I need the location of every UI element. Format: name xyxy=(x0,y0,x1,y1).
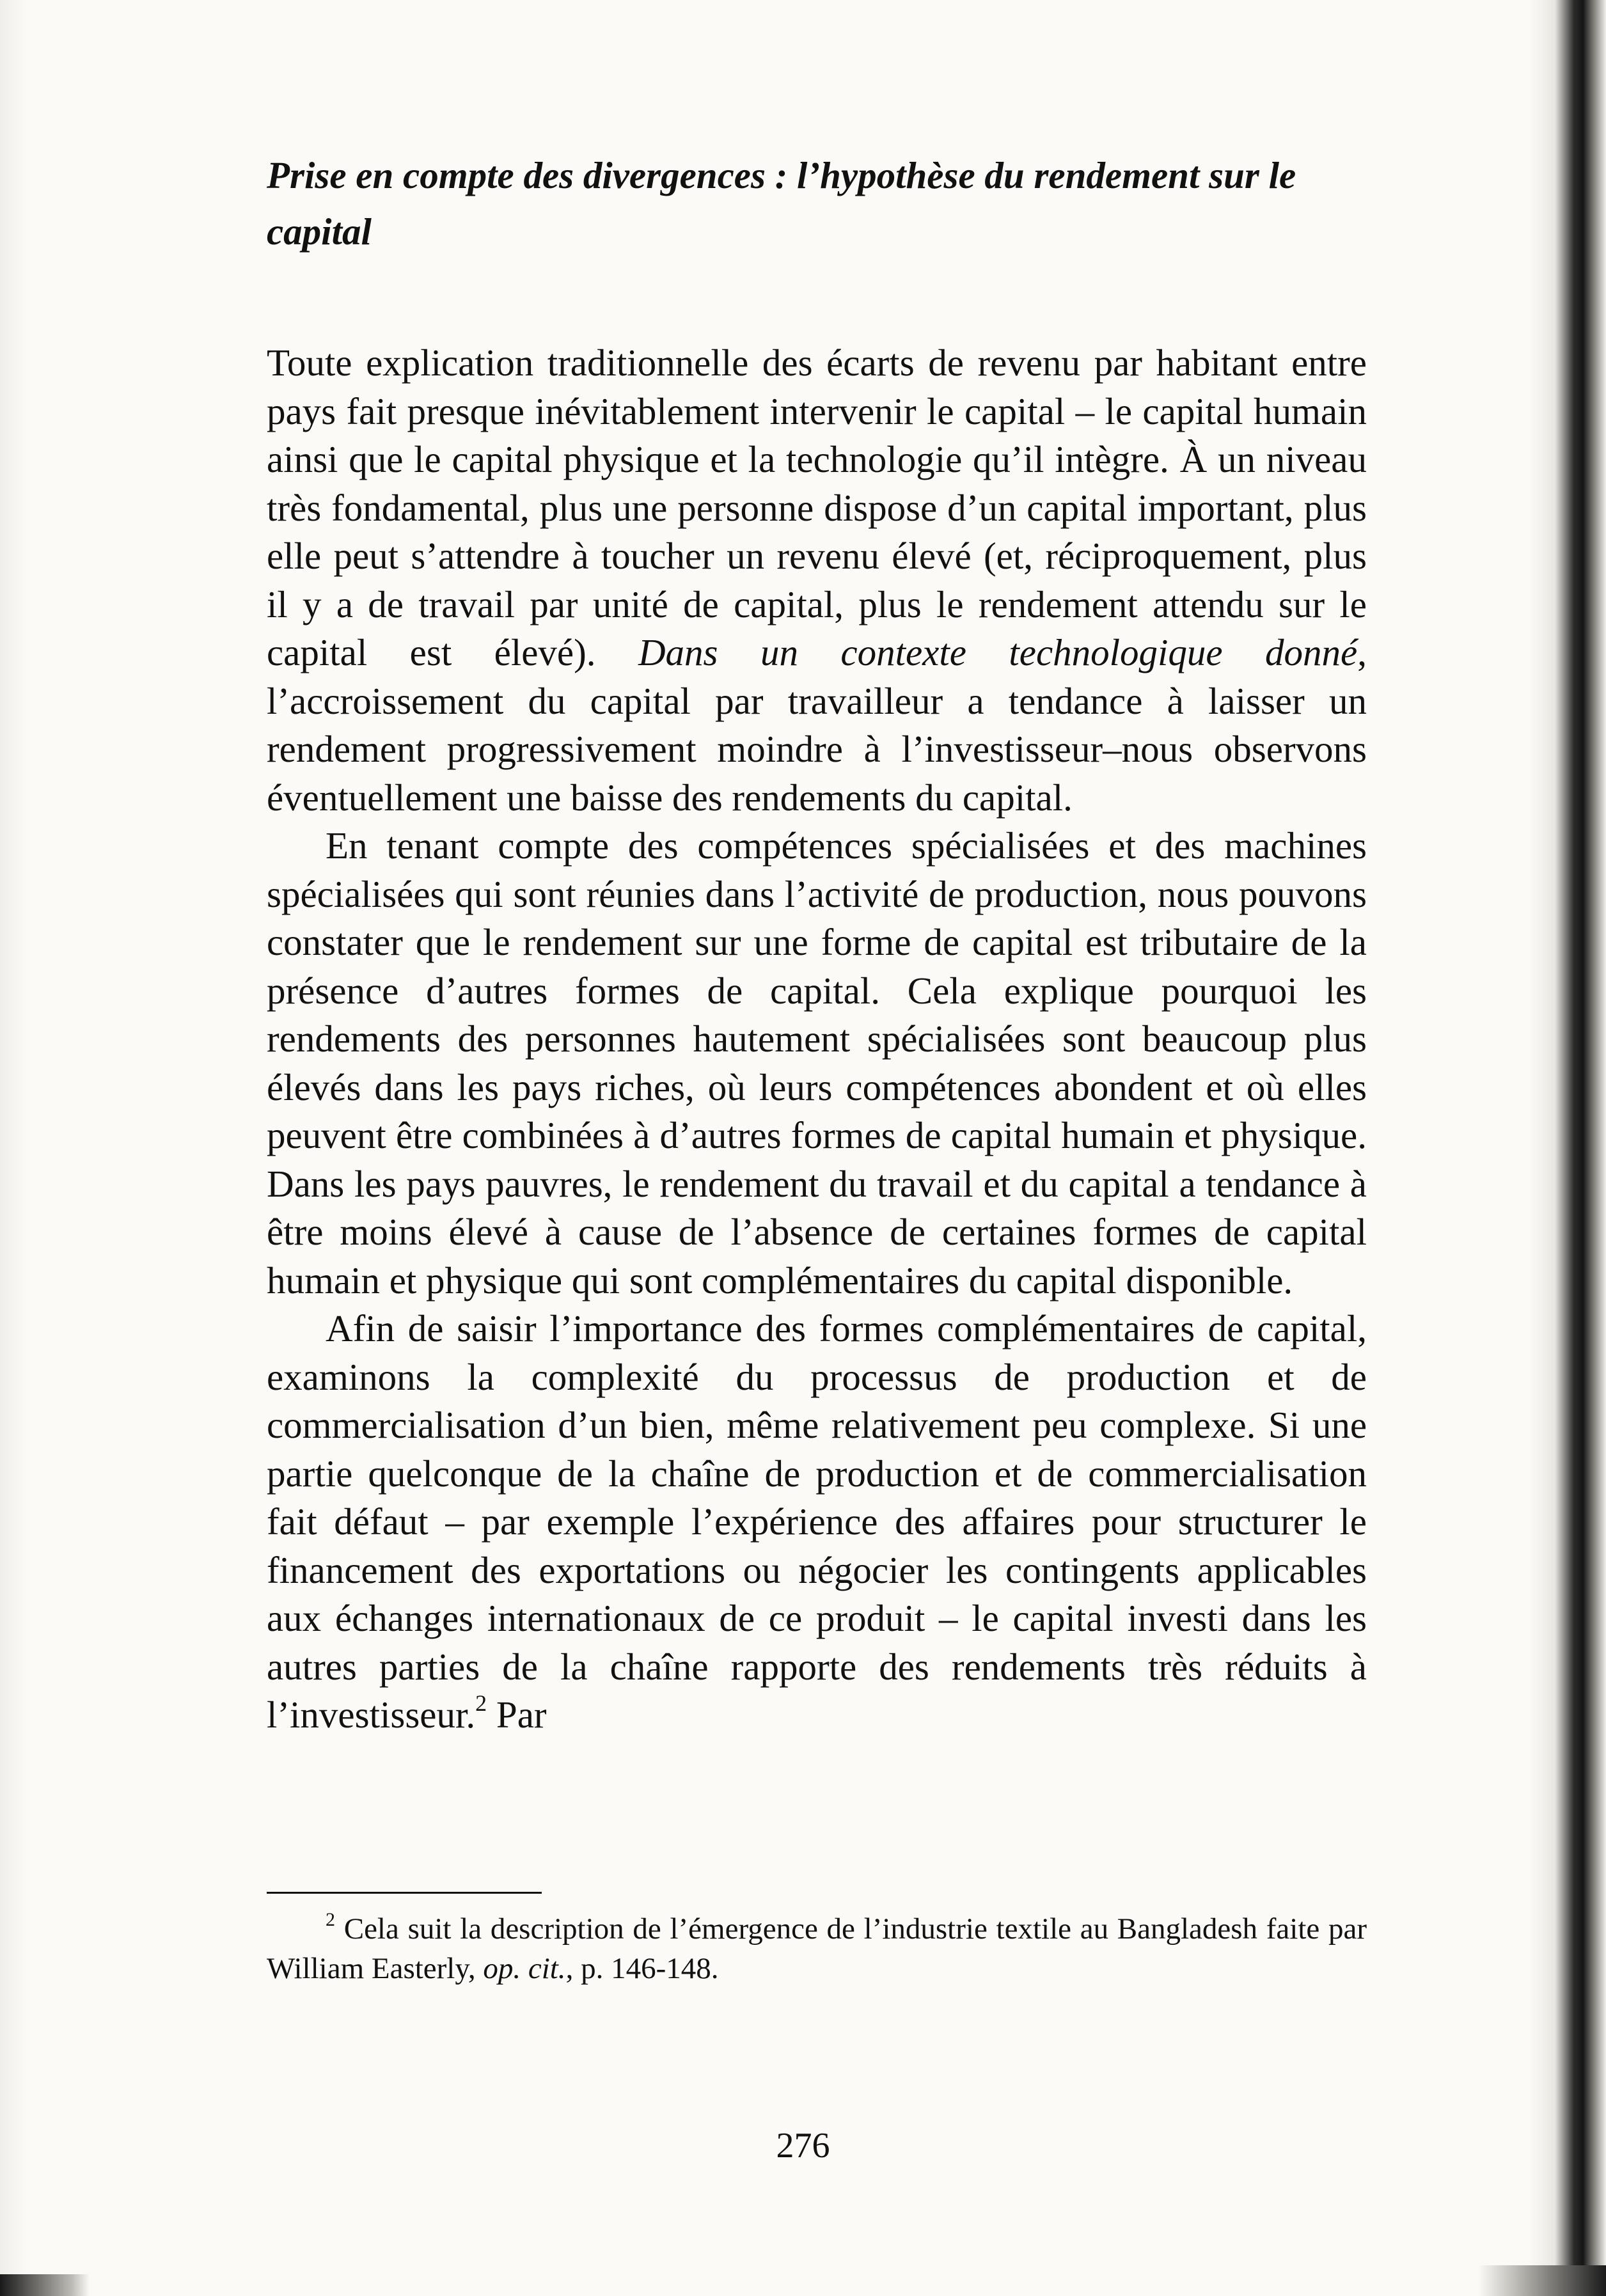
book-spine-edge xyxy=(1529,0,1606,2296)
footnote-marker: 2 xyxy=(326,1909,335,1930)
paragraph-2 xyxy=(267,822,1367,1305)
paragraph-3-text-span: Par xyxy=(487,1694,547,1736)
footnote-italic-span: op. cit. xyxy=(483,1952,566,1985)
paragraph-2-text-span: En tenant compte des compétences spécialisées et des machines spécialisées qui sont réunies dans l’activité de production, nous pouvons constater que le rendement sur une forme de capital est tributaire de la présence d’autres formes de capital. Cela explique pourquoi les rendements des personnes hautement spécialisées sont beaucoup plus élevés dans les pays riches, où leurs compétences abondent et où elles peuvent être combinées à d’autres formes de capital humain et physique. Dans les pays pauvres, le rendement du travail et du capital a tendance à être moins élevé à cause de l’absence de certaines formes de capital humain et physique qui sont complémentaires du capital disponible. xyxy=(267,824,1367,1301)
footnote-text-span: , p. 146-148. xyxy=(565,1952,719,1985)
section-heading: Prise en compte des divergences : l’hypothèse du rendement sur le capital xyxy=(267,154,1296,253)
paragraph-1 xyxy=(267,339,1367,822)
scan-corner-shadow-left xyxy=(0,2274,90,2296)
paragraph-1-text-span: , l’accroissement du capital par travailleur a tendance à laisser un rendement progressivement moindre à l’investisseur–nous observons éventuellement une baisse des rendements du capital. xyxy=(267,631,1367,819)
paragraph-1-italic-span: Dans un contexte technologique donné xyxy=(638,631,1358,673)
main-text-block xyxy=(267,147,1367,1740)
paragraph-3-text-span: Afin de saisir l’importance des formes complémentaires de capital, examinons la complexité du processus de production et de commercialisation d’un bien, même relativement peu complexe. Si une partie quelconque de la chaîne de production et de commercialisation fait défaut – par exemple l’expérience des affaires pour structurer le financement des exportations ou négocier les contingents applicables aux échanges internationaux de ce produit – le capital investi dans les autres parties de la chaîne rapporte des rendements très réduits à l’investisseur. xyxy=(267,1307,1367,1736)
paragraph-1-text-span: Toute explication traditionnelle des écarts de revenu par habitant entre pays fait presque inévitablement intervenir le capital – le capital humain ainsi que le capital physique et la technologie qu’il intègre. À un niveau très fondamental, plus une personne dispose d’un capital important, plus elle peut s’attendre à toucher un revenu élevé (et, réciproquement, plus il y a de travail par unité de capital, plus le rendement attendu sur le capital est élevé). xyxy=(267,342,1367,673)
scan-corner-shadow-right xyxy=(1478,2265,1606,2296)
footnote-text xyxy=(267,1912,1367,1985)
footnote-separator xyxy=(267,1892,542,1894)
scan-left-margin xyxy=(0,0,26,2296)
footnote-text-span: Cela suit la description de l’émergence de l’industrie textile au Bangladesh faite par William Easterly, xyxy=(267,1912,1367,1985)
paragraph-3 xyxy=(267,1305,1367,1740)
footnote xyxy=(267,1909,1367,1988)
page-number: 276 xyxy=(776,2126,830,2166)
footnote-reference: 2 xyxy=(475,1690,487,1716)
